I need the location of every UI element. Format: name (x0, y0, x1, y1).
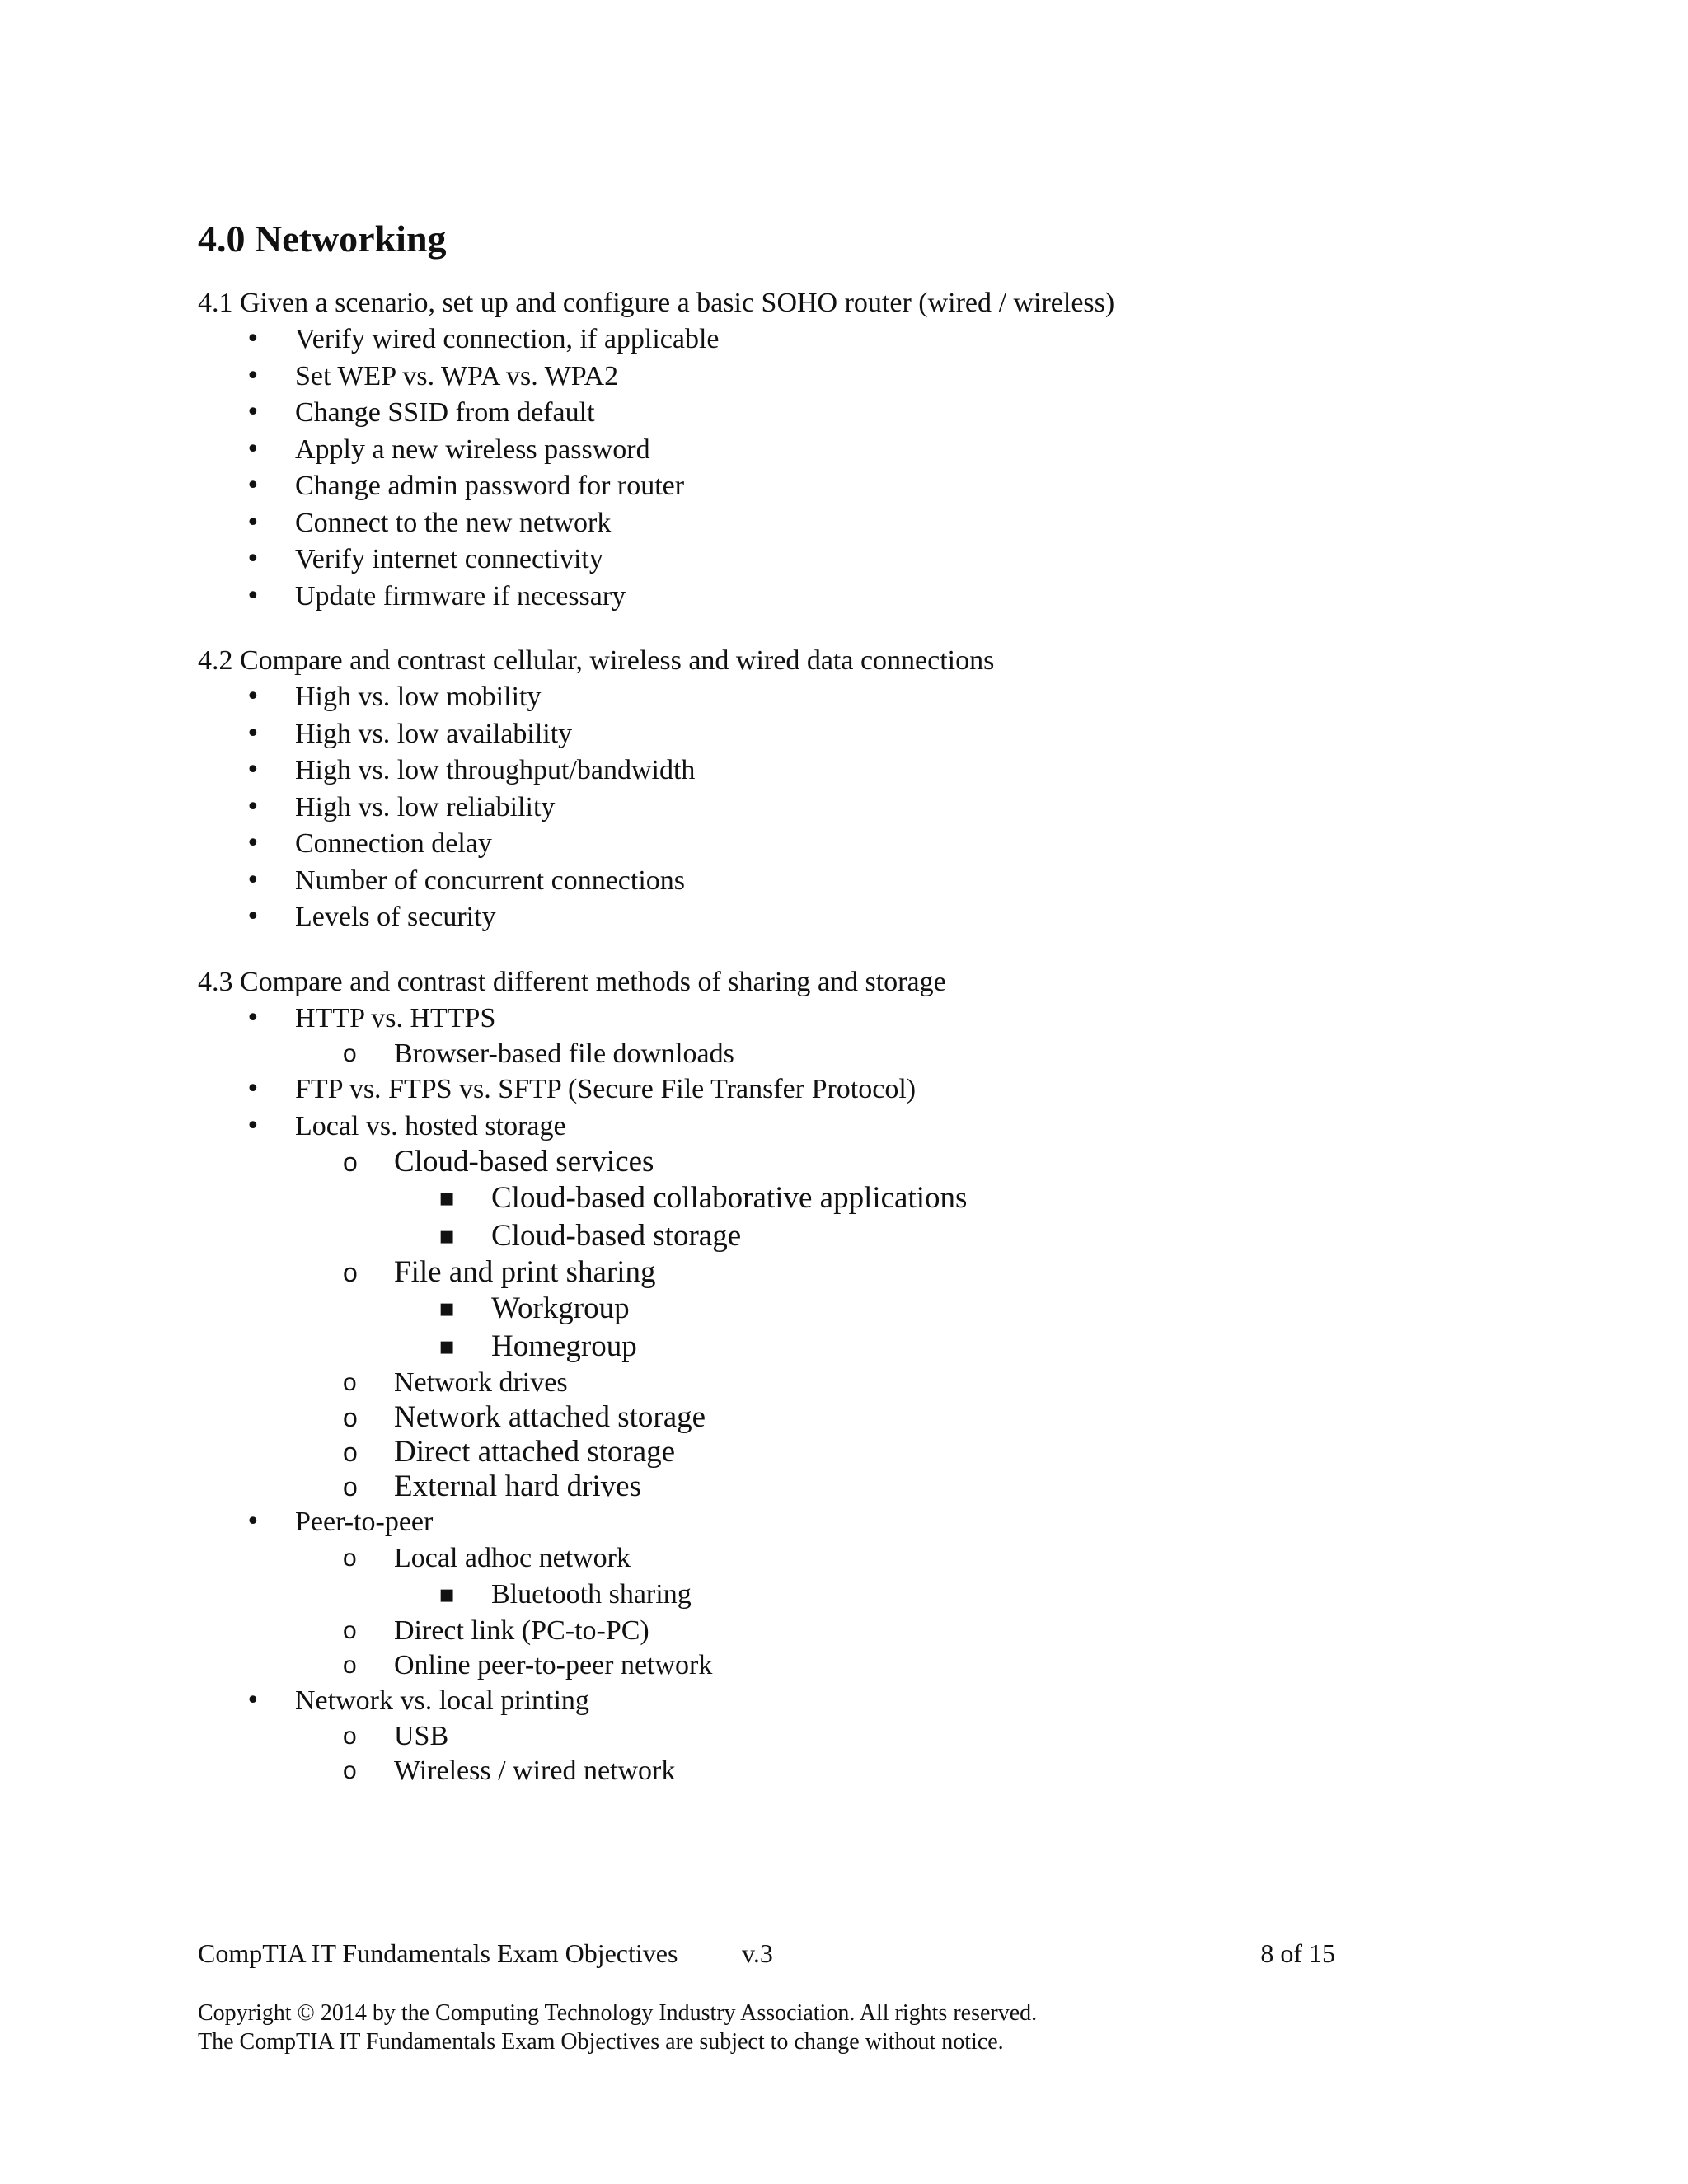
list-item (198, 1001, 1517, 1072)
list-item: • Change admin password for router (198, 468, 1517, 505)
list-item: • High vs. low throughput/bandwidth (198, 752, 1517, 790)
bullet-list (198, 679, 1517, 936)
list-item (198, 1683, 1517, 1789)
list-item: • High vs. low reliability (198, 790, 1517, 827)
sub-list-item: o Wireless / wired network (295, 1754, 1517, 1788)
sub-list-item: o External hard drives (295, 1469, 1517, 1504)
list-item: • Apply a new wireless password (198, 432, 1517, 469)
list-item: • Change SSID from default (198, 395, 1517, 432)
sub-list-item: o Direct attached storage (295, 1435, 1517, 1469)
list-item: • Connection delay (198, 826, 1517, 863)
list-item (198, 1108, 1517, 1505)
copyright-line: The CompTIA IT Fundamentals Exam Objectives are subject to change without notice. (198, 2029, 1004, 2055)
sub-list-item: o Online peer-to-peer network (295, 1648, 1517, 1683)
sub-sub-list-item: ▪ Cloud-based collaborative applications (394, 1179, 1517, 1217)
page-content (198, 214, 1517, 1816)
sub-list-item: o Direct link (PC-to-PC) (295, 1614, 1517, 1648)
section-title: 4.3 Compare and contrast different methods of sharing and storage (198, 966, 946, 997)
list-item: • Update firmware if necessary (198, 579, 1517, 616)
list-item-label: Peer-to-peer (295, 1507, 434, 1537)
sub-list-item: o USB (295, 1719, 1517, 1754)
sub-list-item (295, 1145, 1517, 1255)
sub-sub-list-item: ▪ Bluetooth sharing (394, 1576, 1517, 1614)
list-item (198, 1504, 1517, 1683)
sub-list-item-label: File and print sharing (394, 1255, 656, 1289)
page-title: 4.0 Networking (198, 218, 447, 260)
copyright-line: Copyright © 2014 by the Computing Technology Industry Association. All rights reserved. (198, 2000, 1038, 2026)
list-item: • High vs. low mobility (198, 679, 1517, 716)
sub-sub-list-item: ▪ Homegroup (394, 1328, 1517, 1366)
sub-list (295, 1541, 1517, 1683)
list-item: • Connect to the new network (198, 505, 1517, 542)
sub-list-item: o Browser-based file downloads (295, 1037, 1517, 1071)
list-item: • FTP vs. FTPS vs. SFTP (Secure File Transfer Protocol) (198, 1071, 1517, 1108)
list-item: • High vs. low availability (198, 716, 1517, 753)
section-4-3 (198, 964, 1517, 1789)
sub-list (295, 1037, 1517, 1071)
sub-sub-list (394, 1179, 1517, 1255)
sub-sub-list (394, 1576, 1517, 1614)
sub-list-item: o Network drives (295, 1366, 1517, 1400)
list-item: • Set WEP vs. WPA vs. WPA2 (198, 359, 1517, 396)
bullet-list (198, 321, 1517, 615)
footer-version: v.3 (742, 1938, 773, 1968)
list-item: • Number of concurrent connections (198, 863, 1517, 900)
list-item-label: Network vs. local printing (295, 1685, 589, 1716)
section-title: 4.1 Given a scenario, set up and configure a basic SOHO router (wired / wireless) (198, 288, 1115, 318)
sub-sub-list-item: ▪ Workgroup (394, 1290, 1517, 1328)
list-item: • Verify wired connection, if applicable (198, 321, 1517, 359)
sub-list (295, 1719, 1517, 1788)
sub-list-item (295, 1255, 1517, 1366)
sub-list-item-label: Local adhoc network (394, 1542, 631, 1573)
sub-sub-list-item: ▪ Cloud-based storage (394, 1217, 1517, 1255)
footer-page-number: 8 of 15 (1260, 1938, 1335, 1968)
sub-sub-list (394, 1290, 1517, 1366)
list-item: • Verify internet connectivity (198, 541, 1517, 579)
list-item-label: Local vs. hosted storage (295, 1110, 566, 1141)
sub-list-item (295, 1541, 1517, 1614)
sub-list-item-label: Cloud-based services (394, 1145, 654, 1179)
sub-list (295, 1145, 1517, 1504)
footer-doc-name: CompTIA IT Fundamentals Exam Objectives (198, 1938, 678, 1968)
section-title: 4.2 Compare and contrast cellular, wireless and wired data connections (198, 645, 995, 676)
bullet-list (198, 1001, 1517, 1789)
sub-list-item: o Network attached storage (295, 1400, 1517, 1435)
section-4-1 (198, 285, 1517, 615)
section-4-2 (198, 643, 1517, 936)
list-item-label: HTTP vs. HTTPS (295, 1002, 496, 1033)
list-item: • Levels of security (198, 899, 1517, 936)
copyright-notice (198, 1999, 1037, 2056)
